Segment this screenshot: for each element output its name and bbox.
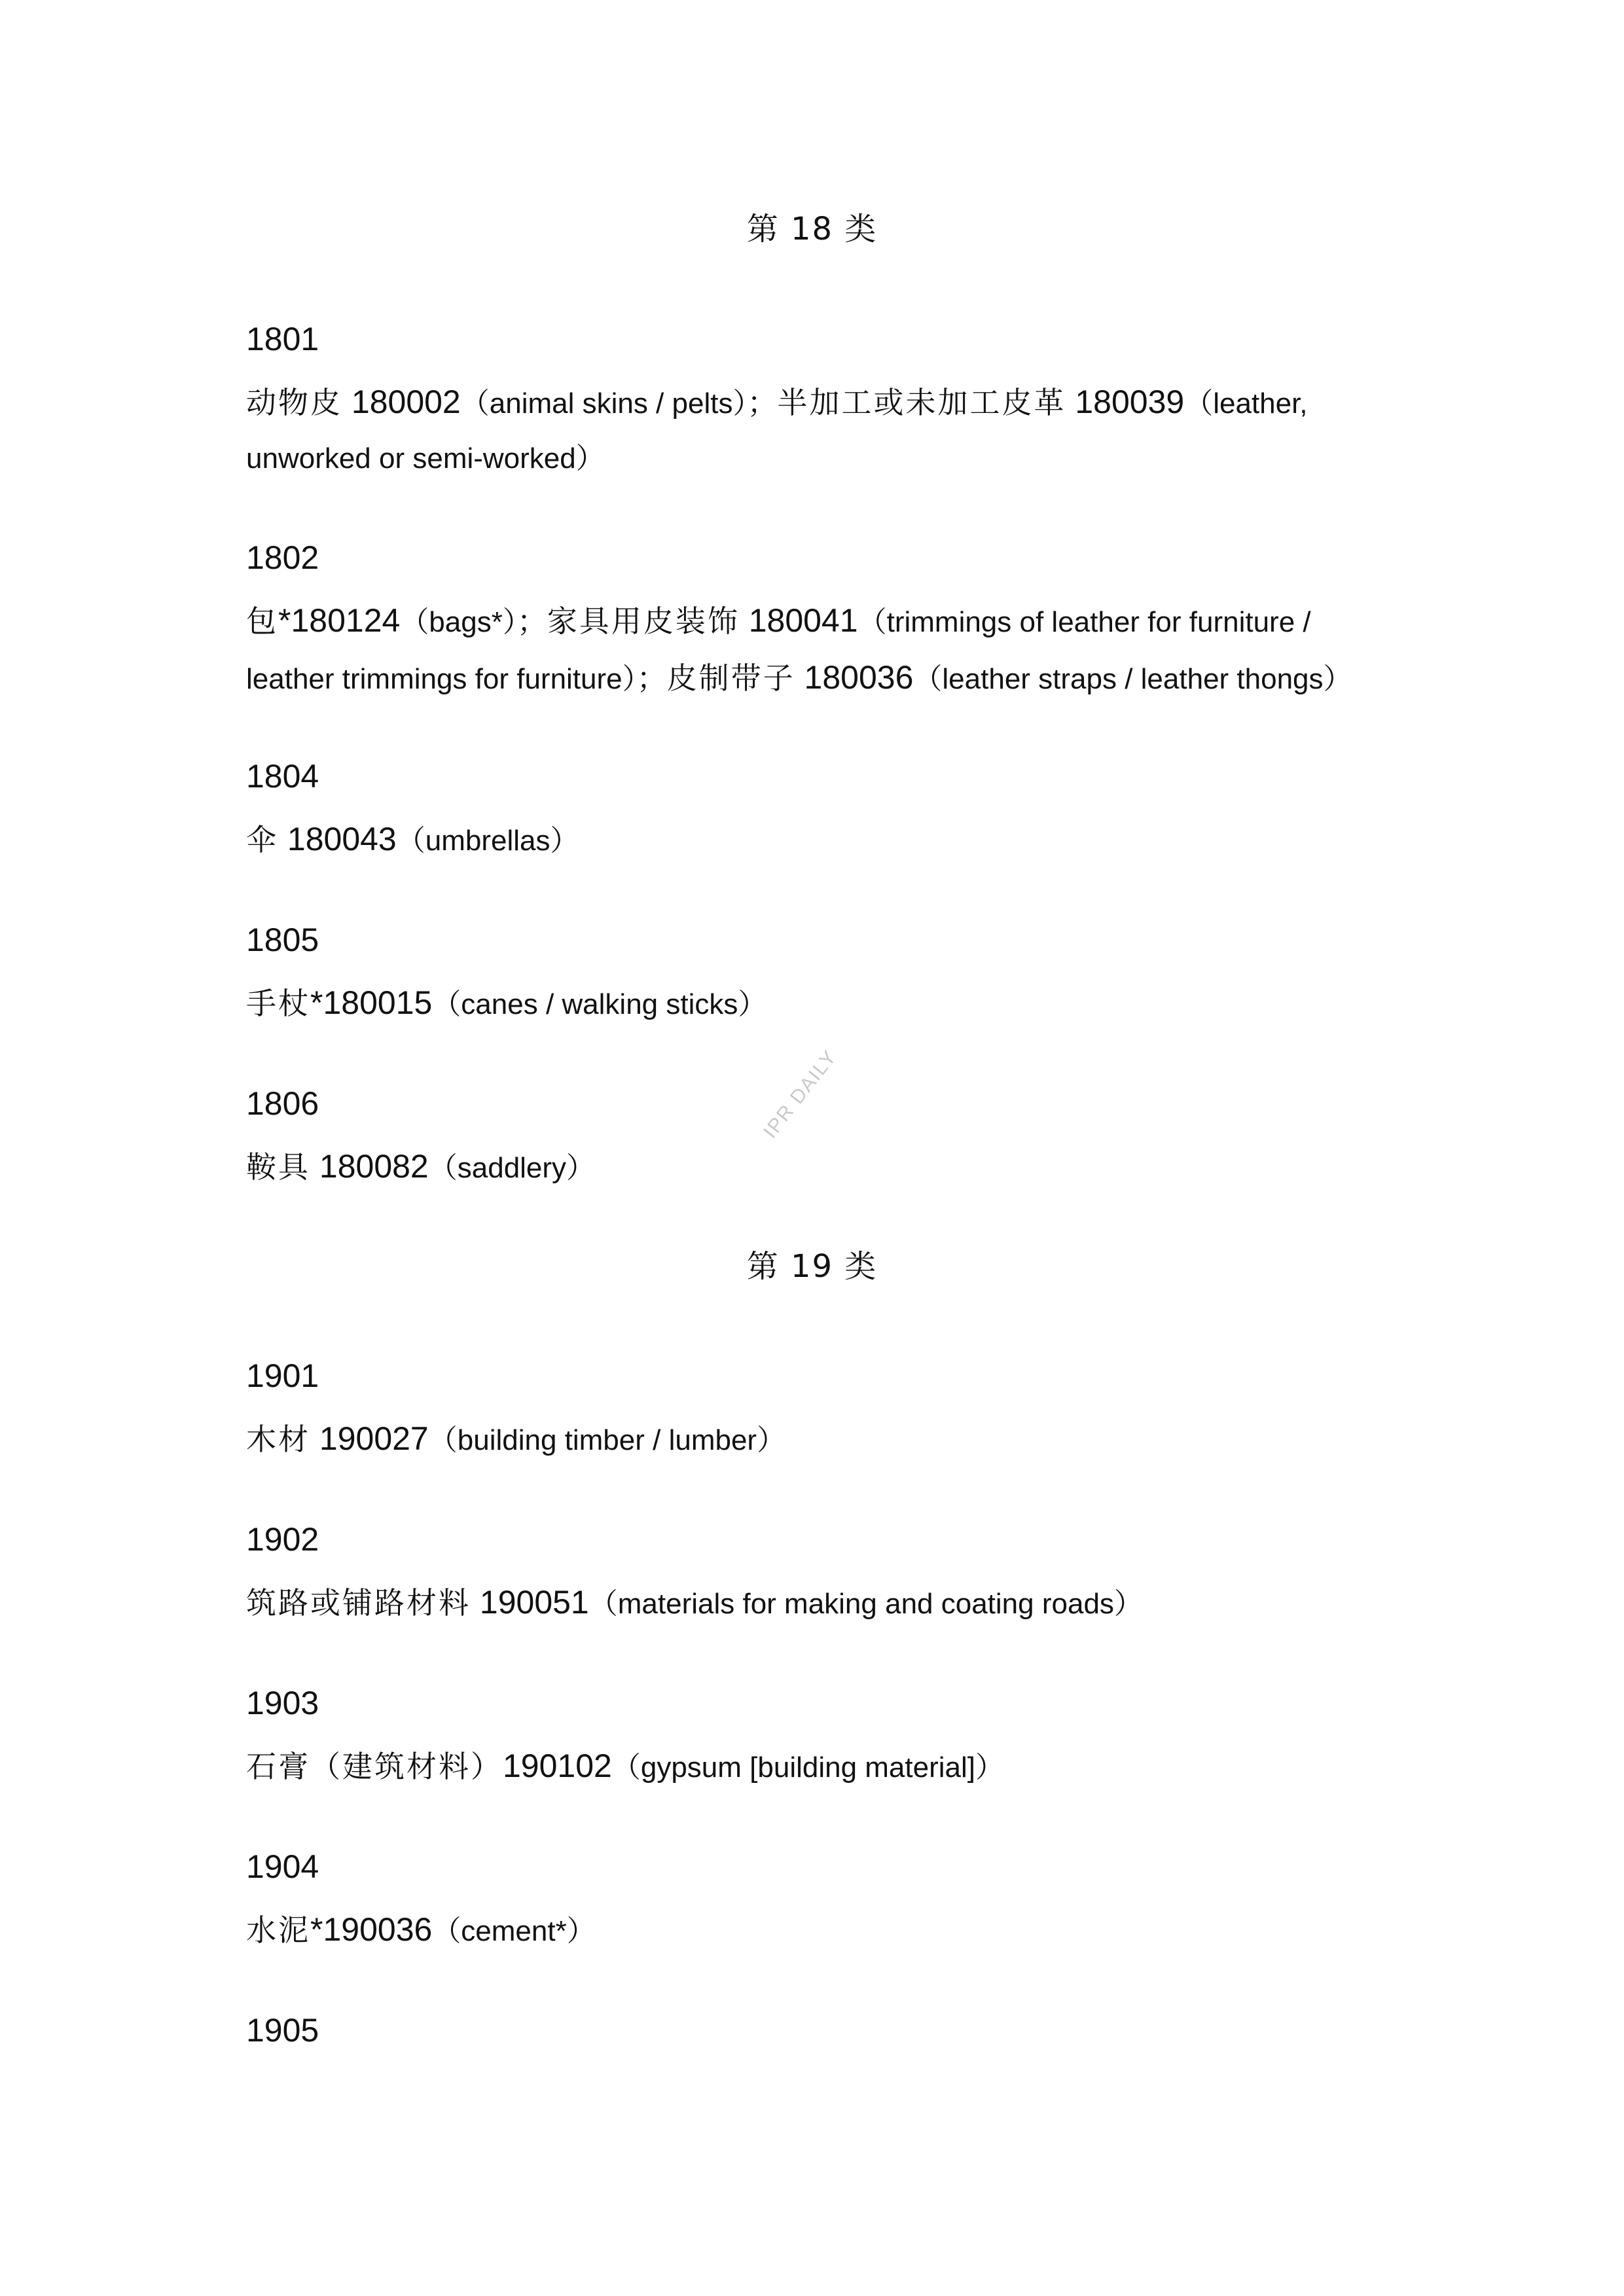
list-item: 伞 180043（umbrellas） bbox=[246, 821, 579, 857]
group-1806 bbox=[246, 1084, 1398, 1196]
list-item: 皮制带子 180036（leather straps / leather thongs） bbox=[666, 659, 1352, 696]
list-item: 动物皮 180002（animal skins / pelts）； bbox=[246, 384, 778, 420]
group-code: 1804 bbox=[246, 758, 319, 795]
list-item: 鞍具 180082（saddlery） bbox=[246, 1148, 596, 1185]
group-items bbox=[246, 975, 1398, 1032]
group-code: 1805 bbox=[246, 922, 319, 958]
group-1904 bbox=[246, 1847, 1398, 1959]
group-items bbox=[246, 812, 1398, 869]
group-1903 bbox=[246, 1683, 1398, 1795]
list-item: 水泥*190036（cement*） bbox=[246, 1911, 596, 1948]
group-1901 bbox=[246, 1356, 1398, 1468]
group-1801 bbox=[246, 319, 1398, 486]
group-code: 1802 bbox=[246, 539, 319, 576]
class-18-title: 第 18 类 bbox=[746, 211, 878, 247]
group-code: 1905 bbox=[246, 2012, 319, 2049]
group-1905 bbox=[246, 2011, 1398, 2050]
group-code: 1902 bbox=[246, 1521, 319, 1558]
group-items bbox=[246, 593, 1398, 707]
group-1805 bbox=[246, 920, 1398, 1032]
list-item: 石膏（建筑材料）190102（gypsum [building material]） bbox=[246, 1748, 1004, 1784]
list-item: 木材 190027（building timber / lumber） bbox=[246, 1420, 786, 1457]
class-19-title: 第 19 类 bbox=[746, 1248, 878, 1285]
group-code: 1806 bbox=[246, 1085, 319, 1122]
group-code: 1904 bbox=[246, 1848, 319, 1885]
group-items bbox=[246, 374, 1398, 486]
group-items bbox=[246, 1139, 1398, 1196]
list-item: 筑路或铺路材料 190051（materials for making and coating roads） bbox=[246, 1584, 1143, 1621]
list-item: 半加工或未加工皮革 180039（leather, unworked or semi-worked） bbox=[246, 384, 1308, 475]
watermark: IPR DAILY bbox=[759, 1046, 842, 1143]
group-code: 1801 bbox=[246, 321, 319, 357]
group-1802 bbox=[246, 538, 1398, 707]
list-item: 手杖*180015（canes / walking sticks） bbox=[246, 984, 767, 1021]
group-items bbox=[246, 1575, 1398, 1632]
group-items bbox=[246, 1411, 1398, 1468]
group-items bbox=[246, 1738, 1398, 1795]
group-1902 bbox=[246, 1520, 1398, 1632]
group-items bbox=[246, 1902, 1398, 1959]
list-item: 包*180124（bags*）； bbox=[246, 602, 547, 639]
list-item: 家具用皮装饰 180041（trimmings of leather for furniture / leather trimmings for furniture）； bbox=[246, 602, 1311, 696]
group-1804 bbox=[246, 757, 1398, 869]
group-code: 1901 bbox=[246, 1357, 319, 1394]
group-code: 1903 bbox=[246, 1685, 319, 1721]
